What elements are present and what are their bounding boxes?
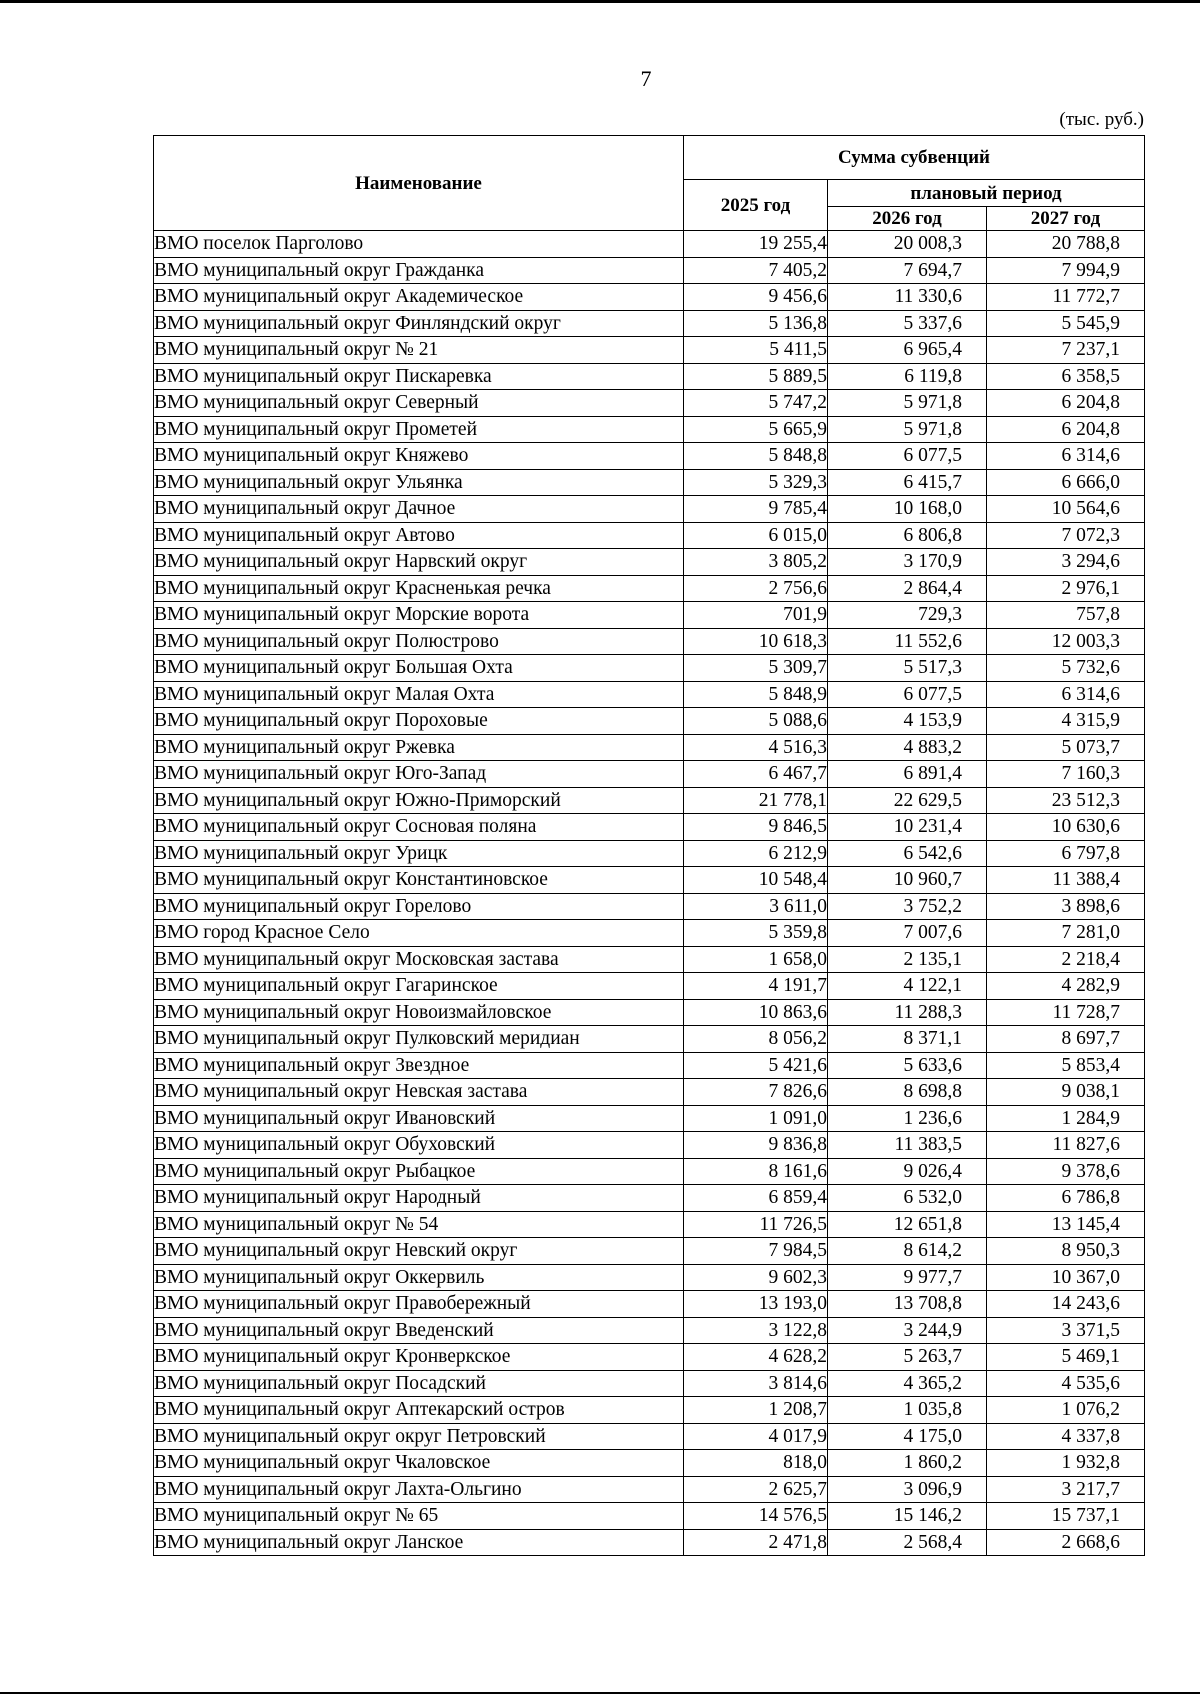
cell-2026: 8 614,2 [828, 1238, 987, 1265]
cell-name: ВМО муниципальный округ Урицк [154, 840, 684, 867]
cell-2025: 5 088,6 [684, 708, 828, 735]
cell-2025: 3 611,0 [684, 893, 828, 920]
cell-2027: 1 284,9 [987, 1105, 1145, 1132]
cell-2027: 3 898,6 [987, 893, 1145, 920]
cell-2025: 3 814,6 [684, 1370, 828, 1397]
cell-2027: 4 282,9 [987, 973, 1145, 1000]
cell-name: ВМО город Красное Село [154, 920, 684, 947]
cell-name: ВМО муниципальный округ Сосновая поляна [154, 814, 684, 841]
cell-2025: 5 747,2 [684, 390, 828, 417]
cell-2025: 14 576,5 [684, 1503, 828, 1530]
cell-2025: 5 309,7 [684, 655, 828, 682]
cell-2026: 7 007,6 [828, 920, 987, 947]
table-row [154, 787, 1145, 814]
cell-2027: 20 788,8 [987, 231, 1145, 258]
cell-2026: 3 096,9 [828, 1476, 987, 1503]
cell-2026: 11 383,5 [828, 1132, 987, 1159]
cell-2026: 6 119,8 [828, 363, 987, 390]
table-row [154, 310, 1145, 337]
cell-name: ВМО муниципальный округ Московская застава [154, 946, 684, 973]
cell-2025: 11 726,5 [684, 1211, 828, 1238]
table-row [154, 655, 1145, 682]
cell-2026: 4 883,2 [828, 734, 987, 761]
cell-2026: 6 542,6 [828, 840, 987, 867]
cell-name: ВМО муниципальный округ Чкаловское [154, 1450, 684, 1477]
cell-2027: 11 772,7 [987, 284, 1145, 311]
cell-2027: 7 072,3 [987, 522, 1145, 549]
cell-2027: 11 728,7 [987, 999, 1145, 1026]
table-row [154, 1026, 1145, 1053]
cell-name: ВМО муниципальный округ Ржевка [154, 734, 684, 761]
table-row [154, 708, 1145, 735]
cell-2025: 1 208,7 [684, 1397, 828, 1424]
cell-name: ВМО муниципальный округ Полюстрово [154, 628, 684, 655]
cell-2027: 757,8 [987, 602, 1145, 629]
cell-2026: 9 026,4 [828, 1158, 987, 1185]
table-row [154, 496, 1145, 523]
cell-2026: 6 415,7 [828, 469, 987, 496]
cell-2027: 6 314,6 [987, 443, 1145, 470]
cell-2026: 22 629,5 [828, 787, 987, 814]
cell-name: ВМО муниципальный округ Северный [154, 390, 684, 417]
cell-2025: 3 805,2 [684, 549, 828, 576]
header-sum: Сумма субвенций [684, 136, 1145, 180]
cell-2026: 1 236,6 [828, 1105, 987, 1132]
cell-name: ВМО муниципальный округ округ Петровский [154, 1423, 684, 1450]
cell-name: ВМО муниципальный округ Обуховский [154, 1132, 684, 1159]
cell-2025: 6 467,7 [684, 761, 828, 788]
cell-name: ВМО поселок Парголово [154, 231, 684, 258]
table-row [154, 1450, 1145, 1477]
cell-name: ВМО муниципальный округ Гражданка [154, 257, 684, 284]
cell-2027: 3 217,7 [987, 1476, 1145, 1503]
table-row [154, 1105, 1145, 1132]
cell-2026: 8 698,8 [828, 1079, 987, 1106]
cell-name: ВМО муниципальный округ Лахта-Ольгино [154, 1476, 684, 1503]
table-body [154, 231, 1145, 1556]
cell-2025: 2 471,8 [684, 1529, 828, 1556]
cell-2026: 2 568,4 [828, 1529, 987, 1556]
table-row [154, 761, 1145, 788]
cell-2025: 6 015,0 [684, 522, 828, 549]
cell-name: ВМО муниципальный округ Красненькая речка [154, 575, 684, 602]
cell-2026: 20 008,3 [828, 231, 987, 258]
cell-2027: 6 666,0 [987, 469, 1145, 496]
cell-2025: 10 618,3 [684, 628, 828, 655]
cell-name: ВМО муниципальный округ Дачное [154, 496, 684, 523]
table-row [154, 946, 1145, 973]
table-row [154, 1423, 1145, 1450]
cell-2026: 5 633,6 [828, 1052, 987, 1079]
subventions-table [153, 135, 1145, 1556]
cell-name: ВМО муниципальный округ Аптекарский остров [154, 1397, 684, 1424]
cell-2025: 8 161,6 [684, 1158, 828, 1185]
cell-name: ВМО муниципальный округ № 65 [154, 1503, 684, 1530]
table-row [154, 1079, 1145, 1106]
cell-2027: 6 204,8 [987, 390, 1145, 417]
units-label: (тыс. руб.) [1059, 109, 1144, 130]
cell-2025: 5 665,9 [684, 416, 828, 443]
table-row [154, 1132, 1145, 1159]
cell-2027: 2 218,4 [987, 946, 1145, 973]
cell-name: ВМО муниципальный округ № 21 [154, 337, 684, 364]
header-name: Наименование [154, 136, 684, 231]
cell-2025: 10 863,6 [684, 999, 828, 1026]
cell-2026: 3 170,9 [828, 549, 987, 576]
cell-2027: 7 994,9 [987, 257, 1145, 284]
cell-name: ВМО муниципальный округ Прометей [154, 416, 684, 443]
cell-2026: 4 153,9 [828, 708, 987, 735]
cell-name: ВМО муниципальный округ Народный [154, 1185, 684, 1212]
cell-2027: 3 294,6 [987, 549, 1145, 576]
cell-2026: 5 971,8 [828, 390, 987, 417]
cell-2026: 8 371,1 [828, 1026, 987, 1053]
cell-2025: 13 193,0 [684, 1291, 828, 1318]
cell-2027: 9 038,1 [987, 1079, 1145, 1106]
cell-2025: 818,0 [684, 1450, 828, 1477]
table-row [154, 443, 1145, 470]
page-top-border [0, 0, 1200, 3]
cell-2027: 5 073,7 [987, 734, 1145, 761]
cell-2026: 5 971,8 [828, 416, 987, 443]
page-bottom-border [0, 1692, 1200, 1694]
table-row [154, 1158, 1145, 1185]
page-number: 7 [640, 66, 652, 91]
cell-name: ВМО муниципальный округ Горелово [154, 893, 684, 920]
cell-2026: 3 752,2 [828, 893, 987, 920]
header-year-2027: 2027 год [987, 207, 1145, 231]
cell-2027: 6 797,8 [987, 840, 1145, 867]
header-planned-period: плановый период [828, 180, 1145, 207]
table-row [154, 575, 1145, 602]
cell-name: ВМО муниципальный округ Правобережный [154, 1291, 684, 1318]
cell-2025: 7 826,6 [684, 1079, 828, 1106]
cell-2026: 11 330,6 [828, 284, 987, 311]
cell-name: ВМО муниципальный округ Константиновское [154, 867, 684, 894]
cell-2027: 2 976,1 [987, 575, 1145, 602]
table-row [154, 840, 1145, 867]
cell-2026: 6 077,5 [828, 681, 987, 708]
table-row [154, 1211, 1145, 1238]
cell-name: ВМО муниципальный округ Посадский [154, 1370, 684, 1397]
cell-2025: 9 456,6 [684, 284, 828, 311]
table-row [154, 231, 1145, 258]
cell-2027: 4 337,8 [987, 1423, 1145, 1450]
table-row [154, 363, 1145, 390]
cell-2025: 5 136,8 [684, 310, 828, 337]
table-row [154, 1317, 1145, 1344]
cell-2026: 6 532,0 [828, 1185, 987, 1212]
table-row [154, 1397, 1145, 1424]
cell-2027: 6 786,8 [987, 1185, 1145, 1212]
cell-name: ВМО муниципальный округ Новоизмайловское [154, 999, 684, 1026]
cell-2026: 5 517,3 [828, 655, 987, 682]
cell-2027: 7 281,0 [987, 920, 1145, 947]
cell-2025: 4 017,9 [684, 1423, 828, 1450]
cell-2025: 4 516,3 [684, 734, 828, 761]
cell-2026: 9 977,7 [828, 1264, 987, 1291]
cell-2026: 1 860,2 [828, 1450, 987, 1477]
cell-2025: 9 602,3 [684, 1264, 828, 1291]
cell-2025: 2 756,6 [684, 575, 828, 602]
table-row [154, 1476, 1145, 1503]
cell-name: ВМО муниципальный округ Пулковский меридиан [154, 1026, 684, 1053]
cell-2026: 4 175,0 [828, 1423, 987, 1450]
cell-2027: 7 160,3 [987, 761, 1145, 788]
cell-2026: 10 231,4 [828, 814, 987, 841]
cell-name: ВМО муниципальный округ Автово [154, 522, 684, 549]
cell-name: ВМО муниципальный округ Ланское [154, 1529, 684, 1556]
cell-2026: 13 708,8 [828, 1291, 987, 1318]
cell-2025: 5 411,5 [684, 337, 828, 364]
cell-2027: 12 003,3 [987, 628, 1145, 655]
table-row [154, 1185, 1145, 1212]
cell-2027: 9 378,6 [987, 1158, 1145, 1185]
cell-2027: 4 315,9 [987, 708, 1145, 735]
cell-2025: 5 848,9 [684, 681, 828, 708]
cell-2026: 11 552,6 [828, 628, 987, 655]
cell-2025: 3 122,8 [684, 1317, 828, 1344]
cell-2027: 1 076,2 [987, 1397, 1145, 1424]
table-row [154, 390, 1145, 417]
cell-2027: 13 145,4 [987, 1211, 1145, 1238]
cell-2026: 2 864,4 [828, 575, 987, 602]
cell-2027: 8 697,7 [987, 1026, 1145, 1053]
cell-2026: 1 035,8 [828, 1397, 987, 1424]
cell-2027: 7 237,1 [987, 337, 1145, 364]
table-row [154, 1503, 1145, 1530]
cell-2025: 9 785,4 [684, 496, 828, 523]
cell-name: ВМО муниципальный округ Ульянка [154, 469, 684, 496]
cell-2027: 5 545,9 [987, 310, 1145, 337]
cell-2027: 6 358,5 [987, 363, 1145, 390]
table-row [154, 1370, 1145, 1397]
cell-name: ВМО муниципальный округ Княжево [154, 443, 684, 470]
cell-name: ВМО муниципальный округ Финляндский округ [154, 310, 684, 337]
cell-name: ВМО муниципальный округ Юго-Запад [154, 761, 684, 788]
table-row [154, 681, 1145, 708]
cell-2025: 19 255,4 [684, 231, 828, 258]
table-row [154, 867, 1145, 894]
table-row [154, 734, 1145, 761]
cell-name: ВМО муниципальный округ Малая Охта [154, 681, 684, 708]
cell-name: ВМО муниципальный округ Невская застава [154, 1079, 684, 1106]
cell-name: ВМО муниципальный округ Звездное [154, 1052, 684, 1079]
cell-2025: 21 778,1 [684, 787, 828, 814]
table-row [154, 469, 1145, 496]
cell-2027: 4 535,6 [987, 1370, 1145, 1397]
cell-name: ВМО муниципальный округ Южно-Приморский [154, 787, 684, 814]
table-row [154, 284, 1145, 311]
cell-name: ВМО муниципальный округ Рыбацкое [154, 1158, 684, 1185]
table-row [154, 628, 1145, 655]
cell-2025: 6 212,9 [684, 840, 828, 867]
table-row [154, 337, 1145, 364]
table-header [154, 136, 1145, 231]
cell-name: ВМО муниципальный округ Большая Охта [154, 655, 684, 682]
table-row [154, 893, 1145, 920]
cell-2025: 5 329,3 [684, 469, 828, 496]
cell-name: ВМО муниципальный округ Морские ворота [154, 602, 684, 629]
cell-2025: 9 836,8 [684, 1132, 828, 1159]
cell-2026: 6 965,4 [828, 337, 987, 364]
table-row [154, 814, 1145, 841]
table-row [154, 522, 1145, 549]
table-row [154, 1238, 1145, 1265]
table-row [154, 999, 1145, 1026]
cell-2027: 5 853,4 [987, 1052, 1145, 1079]
cell-2025: 2 625,7 [684, 1476, 828, 1503]
table-row [154, 1052, 1145, 1079]
cell-2026: 3 244,9 [828, 1317, 987, 1344]
cell-name: ВМО муниципальный округ Академическое [154, 284, 684, 311]
cell-2027: 8 950,3 [987, 1238, 1145, 1265]
cell-2026: 5 263,7 [828, 1344, 987, 1371]
cell-2025: 9 846,5 [684, 814, 828, 841]
cell-name: ВМО муниципальный округ Ивановский [154, 1105, 684, 1132]
cell-2027: 2 668,6 [987, 1529, 1145, 1556]
cell-name: ВМО муниципальный округ Оккервиль [154, 1264, 684, 1291]
cell-2025: 4 191,7 [684, 973, 828, 1000]
cell-2026: 6 891,4 [828, 761, 987, 788]
cell-name: ВМО муниципальный округ Гагаринское [154, 973, 684, 1000]
header-year-2025: 2025 год [684, 180, 828, 231]
cell-2026: 4 365,2 [828, 1370, 987, 1397]
cell-name: ВМО муниципальный округ Пороховые [154, 708, 684, 735]
table-row [154, 416, 1145, 443]
table-row [154, 1291, 1145, 1318]
cell-2025: 5 848,8 [684, 443, 828, 470]
cell-2025: 5 359,8 [684, 920, 828, 947]
cell-2026: 6 806,8 [828, 522, 987, 549]
table-row [154, 973, 1145, 1000]
cell-2026: 7 694,7 [828, 257, 987, 284]
cell-2027: 23 512,3 [987, 787, 1145, 814]
cell-2026: 2 135,1 [828, 946, 987, 973]
cell-2027: 15 737,1 [987, 1503, 1145, 1530]
cell-2026: 6 077,5 [828, 443, 987, 470]
cell-name: ВМО муниципальный округ Нарвский округ [154, 549, 684, 576]
cell-2026: 5 337,6 [828, 310, 987, 337]
table-row [154, 1264, 1145, 1291]
cell-2027: 5 732,6 [987, 655, 1145, 682]
cell-2025: 7 984,5 [684, 1238, 828, 1265]
cell-2027: 5 469,1 [987, 1344, 1145, 1371]
cell-2026: 10 168,0 [828, 496, 987, 523]
cell-2026: 729,3 [828, 602, 987, 629]
cell-2027: 10 564,6 [987, 496, 1145, 523]
cell-2025: 701,9 [684, 602, 828, 629]
cell-name: ВМО муниципальный округ Невский округ [154, 1238, 684, 1265]
cell-2027: 3 371,5 [987, 1317, 1145, 1344]
cell-2027: 14 243,6 [987, 1291, 1145, 1318]
cell-2025: 4 628,2 [684, 1344, 828, 1371]
cell-2027: 10 630,6 [987, 814, 1145, 841]
cell-name: ВМО муниципальный округ № 54 [154, 1211, 684, 1238]
cell-2027: 6 204,8 [987, 416, 1145, 443]
cell-2026: 10 960,7 [828, 867, 987, 894]
table-row [154, 257, 1145, 284]
cell-2025: 5 421,6 [684, 1052, 828, 1079]
table-row [154, 920, 1145, 947]
cell-2026: 15 146,2 [828, 1503, 987, 1530]
cell-2027: 10 367,0 [987, 1264, 1145, 1291]
table-row [154, 602, 1145, 629]
cell-2025: 1 658,0 [684, 946, 828, 973]
header-year-2026: 2026 год [828, 207, 987, 231]
cell-2025: 8 056,2 [684, 1026, 828, 1053]
cell-2025: 5 889,5 [684, 363, 828, 390]
cell-2025: 7 405,2 [684, 257, 828, 284]
cell-2027: 6 314,6 [987, 681, 1145, 708]
table-row [154, 549, 1145, 576]
cell-2025: 1 091,0 [684, 1105, 828, 1132]
table-row [154, 1529, 1145, 1556]
cell-name: ВМО муниципальный округ Введенский [154, 1317, 684, 1344]
cell-name: ВМО муниципальный округ Кронверкское [154, 1344, 684, 1371]
cell-2025: 10 548,4 [684, 867, 828, 894]
cell-2026: 12 651,8 [828, 1211, 987, 1238]
cell-2025: 6 859,4 [684, 1185, 828, 1212]
cell-2026: 4 122,1 [828, 973, 987, 1000]
cell-2027: 11 388,4 [987, 867, 1145, 894]
cell-2027: 1 932,8 [987, 1450, 1145, 1477]
cell-2027: 11 827,6 [987, 1132, 1145, 1159]
cell-2026: 11 288,3 [828, 999, 987, 1026]
table-row [154, 1344, 1145, 1371]
cell-name: ВМО муниципальный округ Пискаревка [154, 363, 684, 390]
